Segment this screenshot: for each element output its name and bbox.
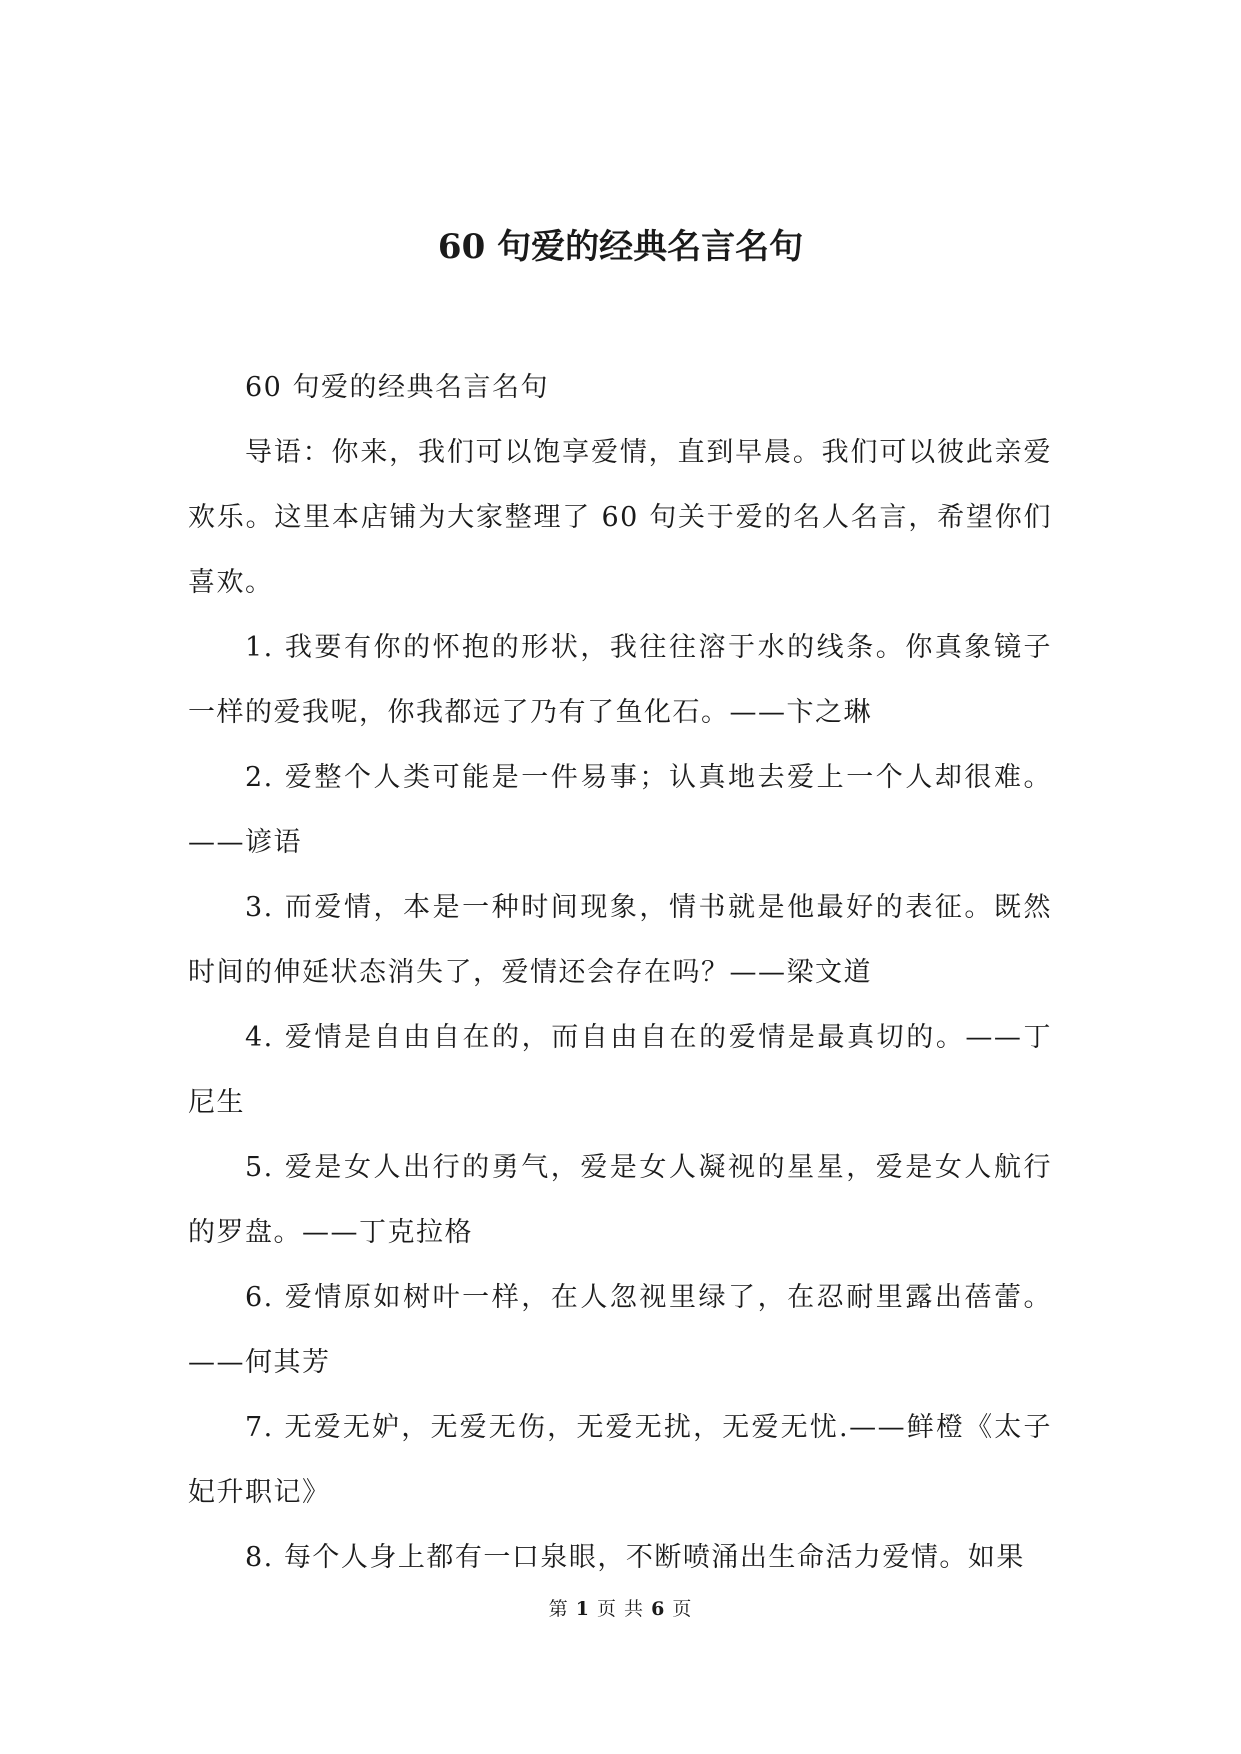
body-paragraph-intro: 导语：你来，我们可以饱享爱情，直到早晨。我们可以彼此亲爱欢乐。这里本店铺为大家整理了 60 句关于爱的名人名言，希望你们喜欢。 [188, 437, 1052, 598]
quote-item-8: 8. 每个人身上都有一口泉眼，不断喷涌出生命活力爱情。如果 [245, 1542, 1025, 1573]
footer-prefix: 第 [548, 1598, 569, 1620]
body-paragraph-heading: 60 句爱的经典名言名句 [245, 372, 549, 403]
page-footer [0, 1596, 1241, 1622]
footer-middle: 页 共 [596, 1598, 645, 1620]
quote-item-6: 6. 爱情原如树叶一样，在人忽视里绿了，在忍耐里露出蓓蕾。——何其芳 [188, 1282, 1052, 1378]
document-body [188, 355, 1052, 1590]
footer-suffix: 页 [672, 1598, 693, 1620]
quote-item-5: 5. 爱是女人出行的勇气，爱是女人凝视的星星，爱是女人航行的罗盘。——丁克拉格 [188, 1152, 1052, 1248]
quote-item-2: 2. 爱整个人类可能是一件易事；认真地去爱上一个人却很难。——谚语 [188, 762, 1052, 858]
quote-item-7: 7. 无爱无妒，无爱无伤，无爱无扰，无爱无忧.——鲜橙《太子妃升职记》 [188, 1412, 1052, 1508]
quote-item-4: 4. 爱情是自由自在的，而自由自在的爱情是最真切的。——丁尼生 [188, 1022, 1052, 1118]
quote-item-3: 3. 而爱情，本是一种时间现象，情书就是他最好的表征。既然时间的伸延状态消失了，爱情还会存在吗？——梁文道 [188, 892, 1052, 988]
footer-total-pages: 6 [651, 1598, 666, 1620]
document-title: 60 句爱的经典名言名句 [437, 227, 804, 267]
quote-item-1: 1. 我要有你的怀抱的形状，我往往溶于水的线条。你真象镜子一样的爱我呢，你我都远了乃有了鱼化石。——卞之琳 [188, 632, 1052, 728]
footer-page-number: 1 [575, 1598, 590, 1620]
